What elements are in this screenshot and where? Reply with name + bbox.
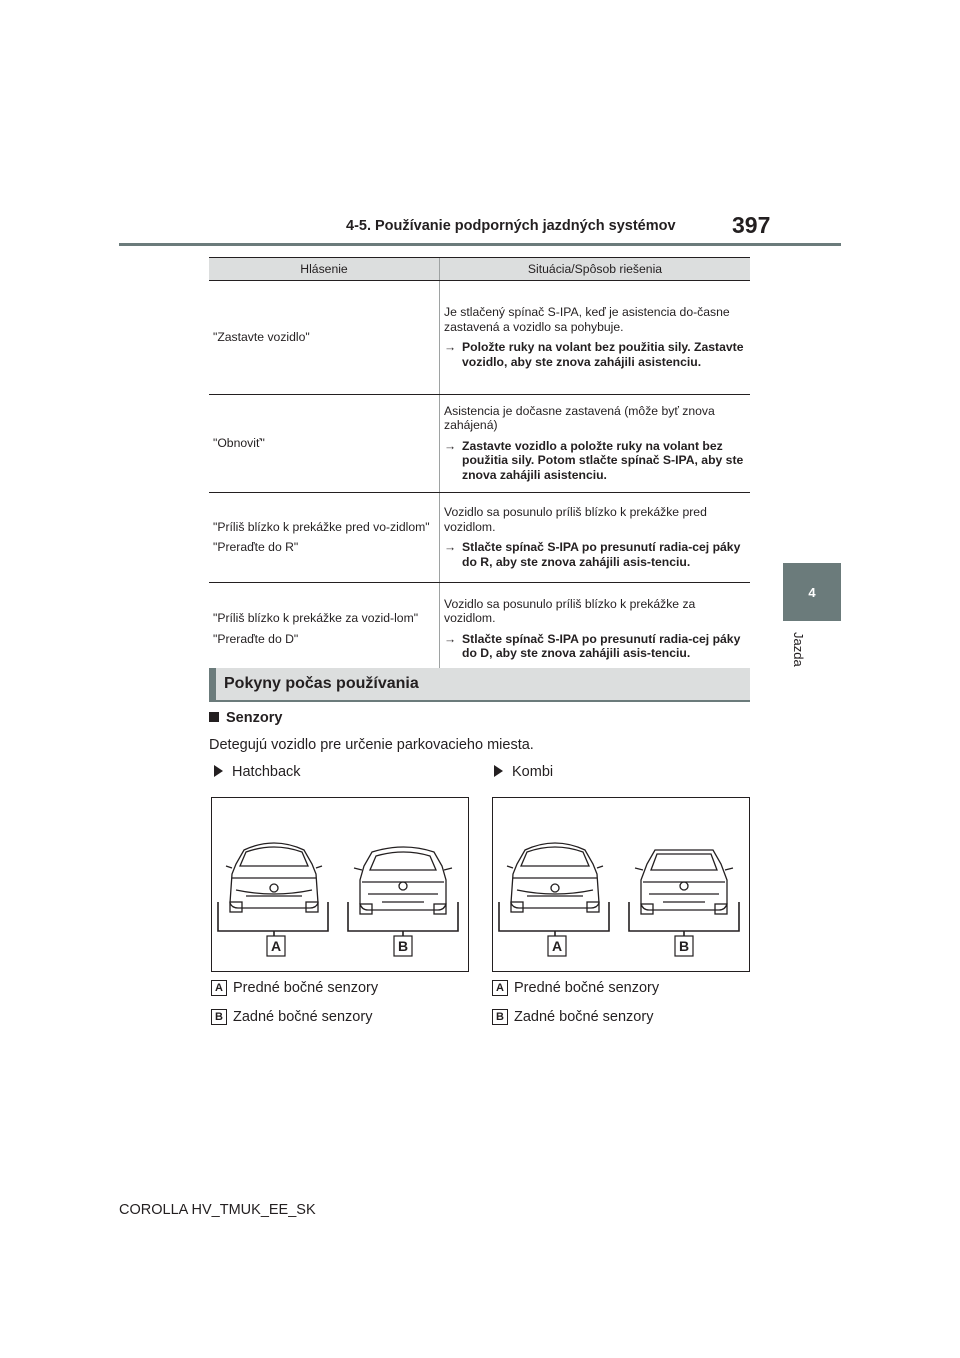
subheading-text: Senzory (226, 710, 283, 726)
legend-item (211, 980, 378, 996)
legend-tag: B (492, 1009, 508, 1025)
chapter-tab (783, 563, 841, 621)
situation-cell (440, 583, 751, 676)
message-text: "Obnoviť" (213, 435, 265, 450)
message-cell (209, 281, 440, 395)
hatchback-sensor-figure (211, 797, 469, 972)
triangle-bullet-icon (214, 765, 223, 777)
chapter-label: Jazda (791, 632, 806, 667)
situation-text: Vozidlo sa posunulo príliš blízko k prekážke pred vozidlom. (444, 505, 707, 534)
table-row (209, 395, 750, 493)
message-cell (209, 395, 440, 493)
solution-text: Položte ruky na volant bez použitia sily. Zastavte vozidlo, aby ste znova zahájili asistenciu. (462, 340, 744, 369)
variant-text: Kombi (512, 764, 554, 780)
situation-text: Vozidlo sa posunulo príliš blízko k prekážke za vozidlom. (444, 596, 696, 625)
legend-text: Zadné bočné senzory (514, 1009, 654, 1025)
page-number: 397 (732, 212, 771, 238)
legend-item (492, 980, 659, 996)
solution-line (444, 340, 746, 369)
variant-text: Hatchback (232, 764, 301, 780)
message-cell (209, 583, 440, 676)
arrow-icon: → (444, 631, 457, 646)
triangle-bullet-icon (494, 765, 503, 777)
legend-tag: B (211, 1009, 227, 1025)
legend-tag: A (211, 980, 227, 996)
section-heading (209, 668, 750, 702)
arrow-icon: → (444, 340, 457, 354)
situation-cell (440, 493, 751, 583)
legend-text: Predné bočné senzory (514, 980, 660, 996)
message-table (209, 257, 750, 676)
arrow-icon: → (444, 540, 457, 554)
table-header-row (209, 258, 750, 281)
message-text: "Preraďte do R" (213, 540, 299, 554)
solution-line (444, 439, 746, 483)
solution-text: Stlačte spínač S-IPA po presunutí radia-cej páky do D, aby ste znova zahájili asis-tenciu. (462, 631, 741, 660)
section-heading-title: Pokyny počas používania (224, 675, 419, 692)
legend-item (492, 1009, 653, 1025)
label-b: B (397, 938, 409, 954)
solution-line (444, 632, 746, 661)
message-cell (209, 493, 440, 583)
situation-text: Asistencia je dočasne zastavená (môže byť znova zahájená) (444, 403, 715, 433)
situation-text: Je stlačený spínač S-IPA, keď je asistencia do-časne zastavená a vozidlo sa pohybuje. (444, 305, 730, 334)
legend-text: Predné bočné senzory (233, 980, 379, 996)
subheading (209, 710, 282, 726)
column-header: Hlásenie (209, 258, 440, 281)
legend-item (211, 1009, 372, 1025)
chapter-number: 4 (808, 584, 816, 600)
kombi-car-illustration (493, 798, 749, 971)
label-a: A (270, 938, 282, 954)
situation-cell (440, 395, 751, 493)
section-heading-bar (209, 668, 216, 700)
solution-text: Stlačte spínač S-IPA po presunutí radia-cej páky do R, aby ste znova zahájili asis-tenciu. (462, 540, 741, 569)
footer-model-code: COROLLA HV_TMUK_EE_SK (119, 1202, 316, 1218)
label-a: A (551, 938, 563, 954)
message-text: "Zastavte vozidlo" (213, 329, 310, 344)
header-title: 4-5. Používanie podporných jazdných systémov (346, 218, 676, 234)
hatchback-car-illustration (212, 798, 468, 971)
label-b: B (678, 938, 690, 954)
column-header: Situácia/Spôsob riešenia (440, 258, 751, 281)
solution-text: Zastavte vozidlo a položte ruky na volant bez použitia sily. Potom stlačte spínač S-IPA, aby ste znova zahájili asistenciu. (462, 438, 744, 482)
legend-tag: A (492, 980, 508, 996)
solution-line (444, 540, 746, 569)
message-text: "Príliš blízko k prekážke za vozid-lom" (213, 611, 419, 625)
table-row (209, 281, 750, 395)
header-rule (119, 243, 841, 246)
arrow-icon: → (444, 438, 457, 453)
message-text: "Príliš blízko k prekážke pred vo-zidlom" (213, 519, 430, 534)
variant-label-kombi (494, 764, 553, 780)
legend-text: Zadné bočné senzory (233, 1009, 373, 1025)
table-row (209, 583, 750, 676)
situation-cell (440, 281, 751, 395)
body-text: Detegujú vozidlo pre určenie parkovacieho miesta. (209, 737, 534, 753)
message-text: "Preraďte do D" (213, 631, 299, 646)
kombi-sensor-figure (492, 797, 750, 972)
square-bullet-icon (209, 712, 219, 722)
table-row (209, 493, 750, 583)
variant-label-hatchback (214, 764, 301, 780)
